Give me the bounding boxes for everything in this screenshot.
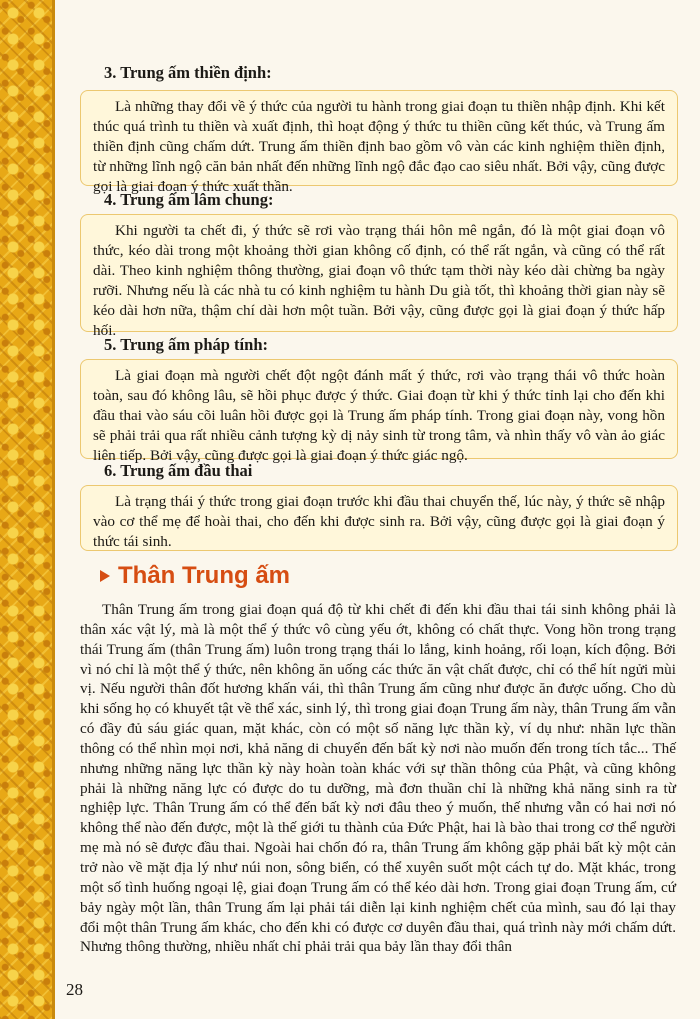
- decorative-border: [0, 0, 55, 1019]
- section-6-text: Là trạng thái ý thức trong giai đoạn trước khi đầu thai chuyển thế, lúc này, ý thức sẽ nhập vào cơ thể mẹ để hoài thai, cho đến khi được sinh ra. Bởi vậy, cũng được gọi là giai đoạn ý thức tái sinh.: [93, 493, 665, 550]
- section-6-box: [80, 485, 678, 551]
- section-4-heading: 4. Trung ấm lâm chung:: [104, 190, 274, 209]
- section-3-text: Là những thay đổi về ý thức của người tu hành trong giai đoạn tu thiền nhập định. Khi kết thúc quá trình tu thiền và xuất định, thì hoạt động ý thức tu thiền cũng kết thúc, và Trung ấm thiền định cũng chấm dứt. Trung ấm thiền định bao gồm vô vàn các kinh nghiệm thiền định, từ những lĩnh ngộ căn bản nhất đến những lĩnh ngộ đắc đạo cao siêu nhất. Bởi vậy, cũng được gọi là giai đoạn ý thức xuất thần.: [93, 98, 665, 195]
- section-3-box: [80, 90, 678, 195]
- section-5-text: Là giai đoạn mà người chết đột ngột đánh mất ý thức, rơi vào trạng thái vô thức hoàn toàn, sau đó không lâu, sẽ hồi phục được ý thức. Giai đoạn từ khi ý thức tỉnh lại cho đến khi đầu thai vào sáu cõi luân hồi được gọi là Trung ấm pháp tính. Trong giai đoạn này, vong hồn sẽ phải trải qua rất nhiều cảnh tượng kỳ dị nảy sinh từ trong tâm, và nhìn thấy vô vàn ảo giác liên tiếp. Bởi vậy, cũng được gọi là giai đoạn ý thức giác ngộ.: [93, 367, 665, 464]
- main-heading: [100, 562, 290, 590]
- section-3-heading: 3. Trung ấm thiền định:: [104, 63, 272, 82]
- section-4-text: Khi người ta chết đi, ý thức sẽ rơi vào trạng thái hôn mê ngắn, đó là một giai đoạn vô thức, kéo dài trong một khoảng thời gian không cố định, có thể rất ngắn, và cũng có thể rất dài. Theo kinh nghiệm thông thường, giai đoạn vô thức tạm thời này kéo dài chừng ba ngày rưỡi. Nhưng nếu là các nhà tu có kinh nghiệm tu hành Du già tốt, thì khoảng thời gian này sẽ kéo dài hơn nữa, thậm chí dài hơn một tuần. Bởi vậy, cũng được gọi là giai đoạn ý thức hấp hối.: [93, 222, 665, 339]
- section-5-heading: 5. Trung ấm pháp tính:: [104, 335, 268, 354]
- triangle-bullet-icon: [100, 570, 110, 582]
- main-heading-text: Thân Trung ấm: [118, 562, 291, 589]
- page-number: 28: [66, 980, 83, 999]
- main-body-text: Thân Trung ấm trong giai đoạn quá độ từ khi chết đi đến khi đầu thai tái sinh không phải là thân xác vật lý, mà là một thể ý thức vô cùng yếu ớt, không có chất thực. Vong hồn trong trạng thái Trung ấm (thân Trung ấm) luôn trong trạng thái lo lắng, kinh hoảng, rối loạn, kích động. Bởi vì nó chỉ là một thể ý thức, nên không ăn uống các thức ăn vật chất được, chỉ có thể hít ngửi mùi vị. Nếu người thân đốt hương khấn vái, thì thân Trung ấm cũng như được ăn được uống. Cho dù khi sống họ có khuyết tật về thể xác, sinh lý, thì trong giai đoạn Trung ấm này, thân Trung ấm vẫn có đầy đủ sáu giác quan, mặt khác, còn có một số năng lực thần kỳ, ví dụ như: nhãn lực thần thông có thể nhìn mọi nơi, khả năng di chuyển đến bất kỳ nơi nào muốn đến trong tích tắc... Thế nhưng những năng lực thần kỳ này hoàn toàn khác với sự thần thông của Phật, và cũng không phải là những năng lực có được do tu dưỡng, mà đơn thuần chỉ là những khả năng sinh ra từ nghiệp lực. Thân Trung ấm có thể đến bất kỳ nơi đâu theo ý muốn, thế nhưng vẫn có hai nơi nó không thể nào đến được, một là thế giới tu thành của Đức Phật, hai là bào thai trong cơ thể người mẹ mà nó sẽ được đầu thai. Ngoài hai chốn đó ra, thân Trung ấm không gặp phải bất kỳ một cản trở nào về mặt địa lý như núi non, sông biển, có thể xuyên suốt một cách tự do. Mặt khác, trong một số tình huống ngoại lệ, giai đoạn Trung ấm có thể kéo dài hơn. Trong giai đoạn Trung ấm, cứ bảy ngày một lần, thân Trung ấm lại phải tái diễn lại kinh nghiệm chết của mình, sau đó lại thay đổi một thân Trung ấm khác, cho đến khi có được cơ duyên đầu thai, quá trình này mới chấm dứt. Nhưng thông thường, nhiều nhất chỉ phải trải qua bảy lần thay đổi thân: [80, 601, 676, 956]
- section-6-heading: 6. Trung ấm đầu thai: [104, 461, 253, 480]
- section-5-box: [80, 359, 678, 464]
- section-4-box: [80, 214, 678, 339]
